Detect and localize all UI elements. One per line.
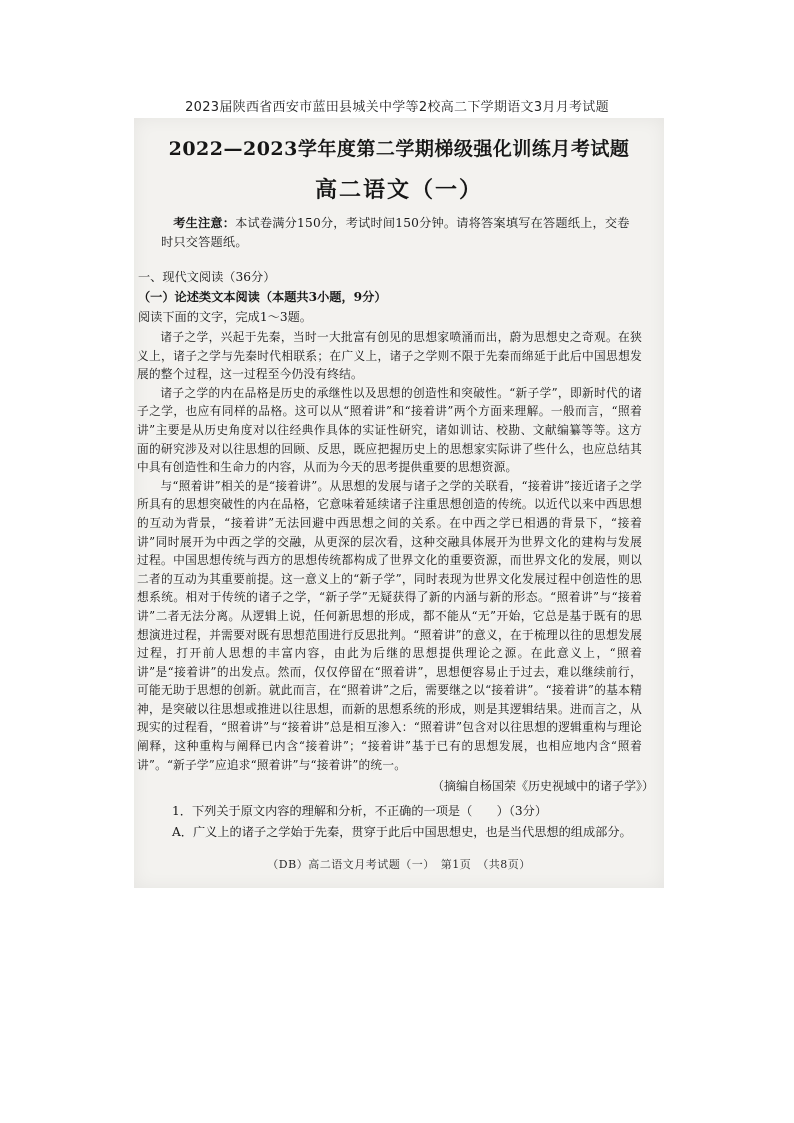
document-caption: 2023届陕西省西安市蓝田县城关中学等2校高二下学期语文3月月考试题 bbox=[185, 100, 609, 115]
passage-paragraph-3: 与“照着讲”相关的是“接着讲”。从思想的发展与诸子之学的关联看，“接着讲”接近诸子之学所具有的思想突破性的内在品格，它意味着延续诸子注重思想创造的传统。以近代以来中西思想的互动为背景，“接着讲”无法回避中西思想之间的关系。在中西之学已相遇的背景下，“接着讲”同时展开为中西之学的交融，从更深的层次看，这种交融具体展开为世界文化的建构与发展过程。中国思想传统与西方的思想传统都构成了世界文化的重要资源，而世界文化的发展，则以二者的互动为其重要前提。这一意义上的“新子学”，同时表现为世界文化发展过程中创造性的思想系统。相对于传统的诸子之学，“新子学”无疑获得了新的内涵与新的形态。“照着讲”与“接着讲”二者无法分离。从逻辑上说，任何新思想的形成，都不能从“无”开始，它总是基于既有的思想演进过程，并需要对既有思想范围进行反思批判。“照着讲”的意义，在于梳理以往的思想发展过程，打开前人思想的丰富内容，由此为后继的思想提供理论之源。在此意义上，“照着讲”是“接着讲”的出发点。然而，仅仅停留在“照着讲”，思想便容易止于过去，难以继续前行，可能无助于思想的创新。就此而言，在“照着讲”之后，需要继之以“接着讲”。“接着讲”的基本精神，是突破以往思想或推进以往思想，而新的思想系统的形成，则是其逻辑结果。进而言之，从现实的过程看，“照着讲”与“接着讲”总是相互渗入：“照着讲”包含对以往思想的逻辑重构与理论阐释，这种重构与阐释已内含“接着讲”；“接着讲”基于已有的思想发展，也相应地内含“照着讲”。“新子学”应追求“照着讲”与“接着讲”的统一。 bbox=[137, 478, 642, 772]
candidate-notice bbox=[161, 214, 639, 252]
section-heading-modern-reading: 一、现代文阅读（36分） bbox=[138, 270, 276, 284]
reading-instruction: 阅读下面的文字，完成1～3题。 bbox=[138, 310, 312, 324]
notice-label: 考生注意： bbox=[173, 216, 236, 230]
page-footer: （DB）高二语文月考试题（一） 第1页 （共8页） bbox=[267, 858, 531, 871]
notice-text: 本试卷满分150分，考试时间150分钟。请将答案填写在答题纸上，交卷时只交答题纸。 bbox=[161, 216, 630, 249]
passage-source: （摘编自杨国荣《历史视域中的诸子学》） bbox=[431, 779, 654, 793]
reading-passage bbox=[137, 328, 642, 774]
subsection-heading-argumentative: （一）论述类文本阅读（本题共3小题，9分） bbox=[138, 290, 387, 304]
exam-subject: 高二语文（一） bbox=[314, 177, 483, 203]
exam-title: 2022—2023学年度第二学期梯级强化训练月考试题 bbox=[168, 138, 630, 160]
scanned-exam-page bbox=[134, 118, 664, 888]
question-1-option-a: A．广义上的诸子之学始于先秦，贯穿于此后中国思想史，也是当代思想的组成部分。 bbox=[172, 825, 632, 839]
question-1: 1．下列关于原文内容的理解和分析，不正确的一项是（ ）（3分） bbox=[172, 804, 548, 818]
passage-paragraph-2: 诸子之学的内在品格是历史的承继性以及思想的创造性和突破性。“新子学”，即新时代的诸子之学，也应有同样的品格。这可以从“照着讲”和“接着讲”两个方面来理解。一般而言，“照着讲”主要是从历史角度对以往经典作具体的实证性研究，诸如训诂、校勘、文献编纂等等。这方面的研究涉及对以往思想的回顾、反思，既应把握历史上的思想家实际讲了些什么，也应总结其中具有创造性和生命力的内容，从而为今天的思考提供重要的思想资源。 bbox=[137, 385, 642, 475]
passage-paragraph-1: 诸子之学，兴起于先秦，当时一大批富有创见的思想家喷涌而出，蔚为思想史之奇观。在狭义上，诸子之学与先秦时代相联系；在广义上，诸子之学则不限于先秦而绵延于此后中国思想发展的整个过程，这一过程至今仍没有终结。 bbox=[137, 330, 642, 382]
